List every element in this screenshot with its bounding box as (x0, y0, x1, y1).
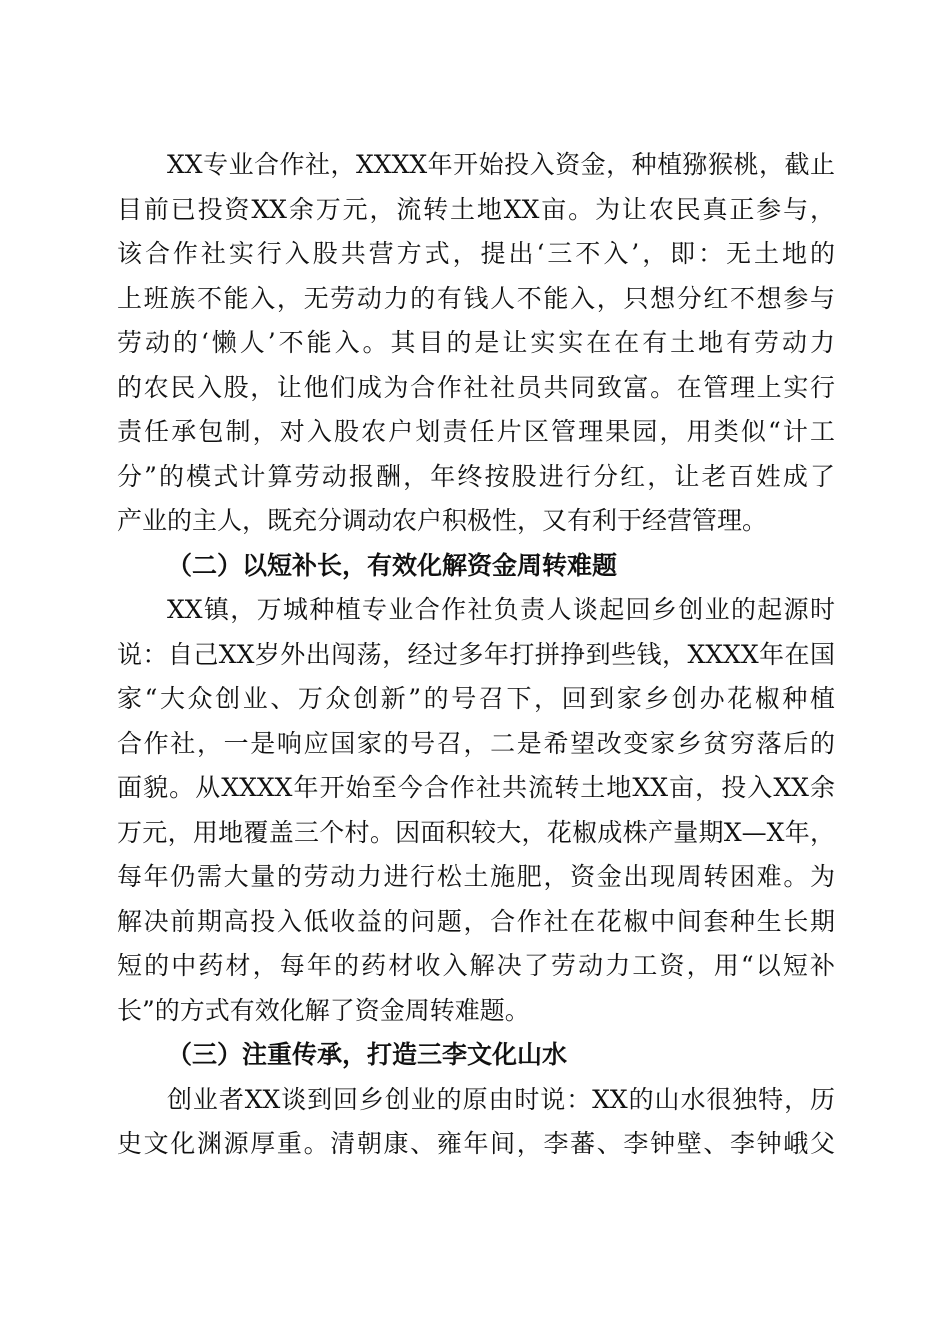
paragraph-line: 目前已投资XX余万元，流转土地XX亩。为让农民真正参与， (117, 194, 835, 224)
paragraph-line: 短的中药材，每年的药材收入解决了劳动力工资，用“以短补 (117, 951, 835, 980)
paragraph-line: 万元，用地覆盖三个村。因面积较大，花椒成株产量期X—X年， (117, 817, 835, 847)
paragraph-line: 面貌。从XXXX年开始至今合作社共流转土地XX亩，投入XX余 (117, 773, 835, 802)
section-heading-2: （二）以短补长，有效化解资金周转难题 (167, 550, 618, 580)
paragraph-line: 产业的主人，既充分调动农户积极性，又有利于经营管理。 (117, 506, 768, 535)
paragraph-line: 史文化渊源厚重。清朝康、雍年间，李蕃、李钟壁、李钟峨父 (117, 1129, 835, 1158)
paragraph-line: 上班族不能入，无劳动力的有钱人不能入，只想分红不想参与 (117, 283, 835, 313)
paragraph-line: 每年仍需大量的劳动力进行松土施肥，资金出现周转困难。为 (117, 862, 835, 891)
paragraph-line: XX镇，万城种植专业合作社负责人谈起回乡创业的起源时 (167, 595, 835, 624)
paragraph-line: 合作社，一是响应国家的号召，二是希望改变家乡贫穷落后的 (117, 728, 835, 758)
paragraph-line: 解决前期高投入低收益的问题，合作社在花椒中间套种生长期 (117, 906, 835, 936)
paragraph-line: 劳动的‘懒人’不能入。其目的是让实实在在有土地有劳动力 (117, 328, 835, 357)
paragraph-line: 说：自己XX岁外出闯荡，经过多年打拼挣到些钱，XXXX年在国 (117, 639, 835, 669)
document-page (117, 143, 835, 1167)
paragraph-1 (117, 143, 835, 544)
paragraph-2 (117, 588, 835, 1033)
paragraph-line: 的农民入股，让他们成为合作社社员共同致富。在管理上实行 (117, 372, 835, 402)
paragraph-line: 长”的方式有效化解了资金周转难题。 (117, 995, 530, 1025)
paragraph-line: 分”的模式计算劳动报酬，年终按股进行分红，让老百姓成了 (117, 461, 835, 491)
paragraph-line: 家“大众创业、万众创新”的号召下，回到家乡创办花椒种植 (117, 684, 835, 713)
paragraph-line: 创业者XX谈到回乡创业的原由时说：XX的山水很独特，历 (167, 1084, 835, 1114)
paragraph-line: 该合作社实行入股共营方式，提出‘三不入’，即：无土地的 (117, 239, 835, 268)
paragraph-line: XX专业合作社，XXXX年开始投入资金，种植猕猴桃，截止 (167, 150, 835, 179)
paragraph-line: 责任承包制，对入股农户划责任片区管理果园，用类似“计工 (117, 417, 835, 446)
paragraph-3 (117, 1078, 835, 1167)
section-heading-3: （三）注重传承，打造三李文化山水 (167, 1040, 568, 1069)
